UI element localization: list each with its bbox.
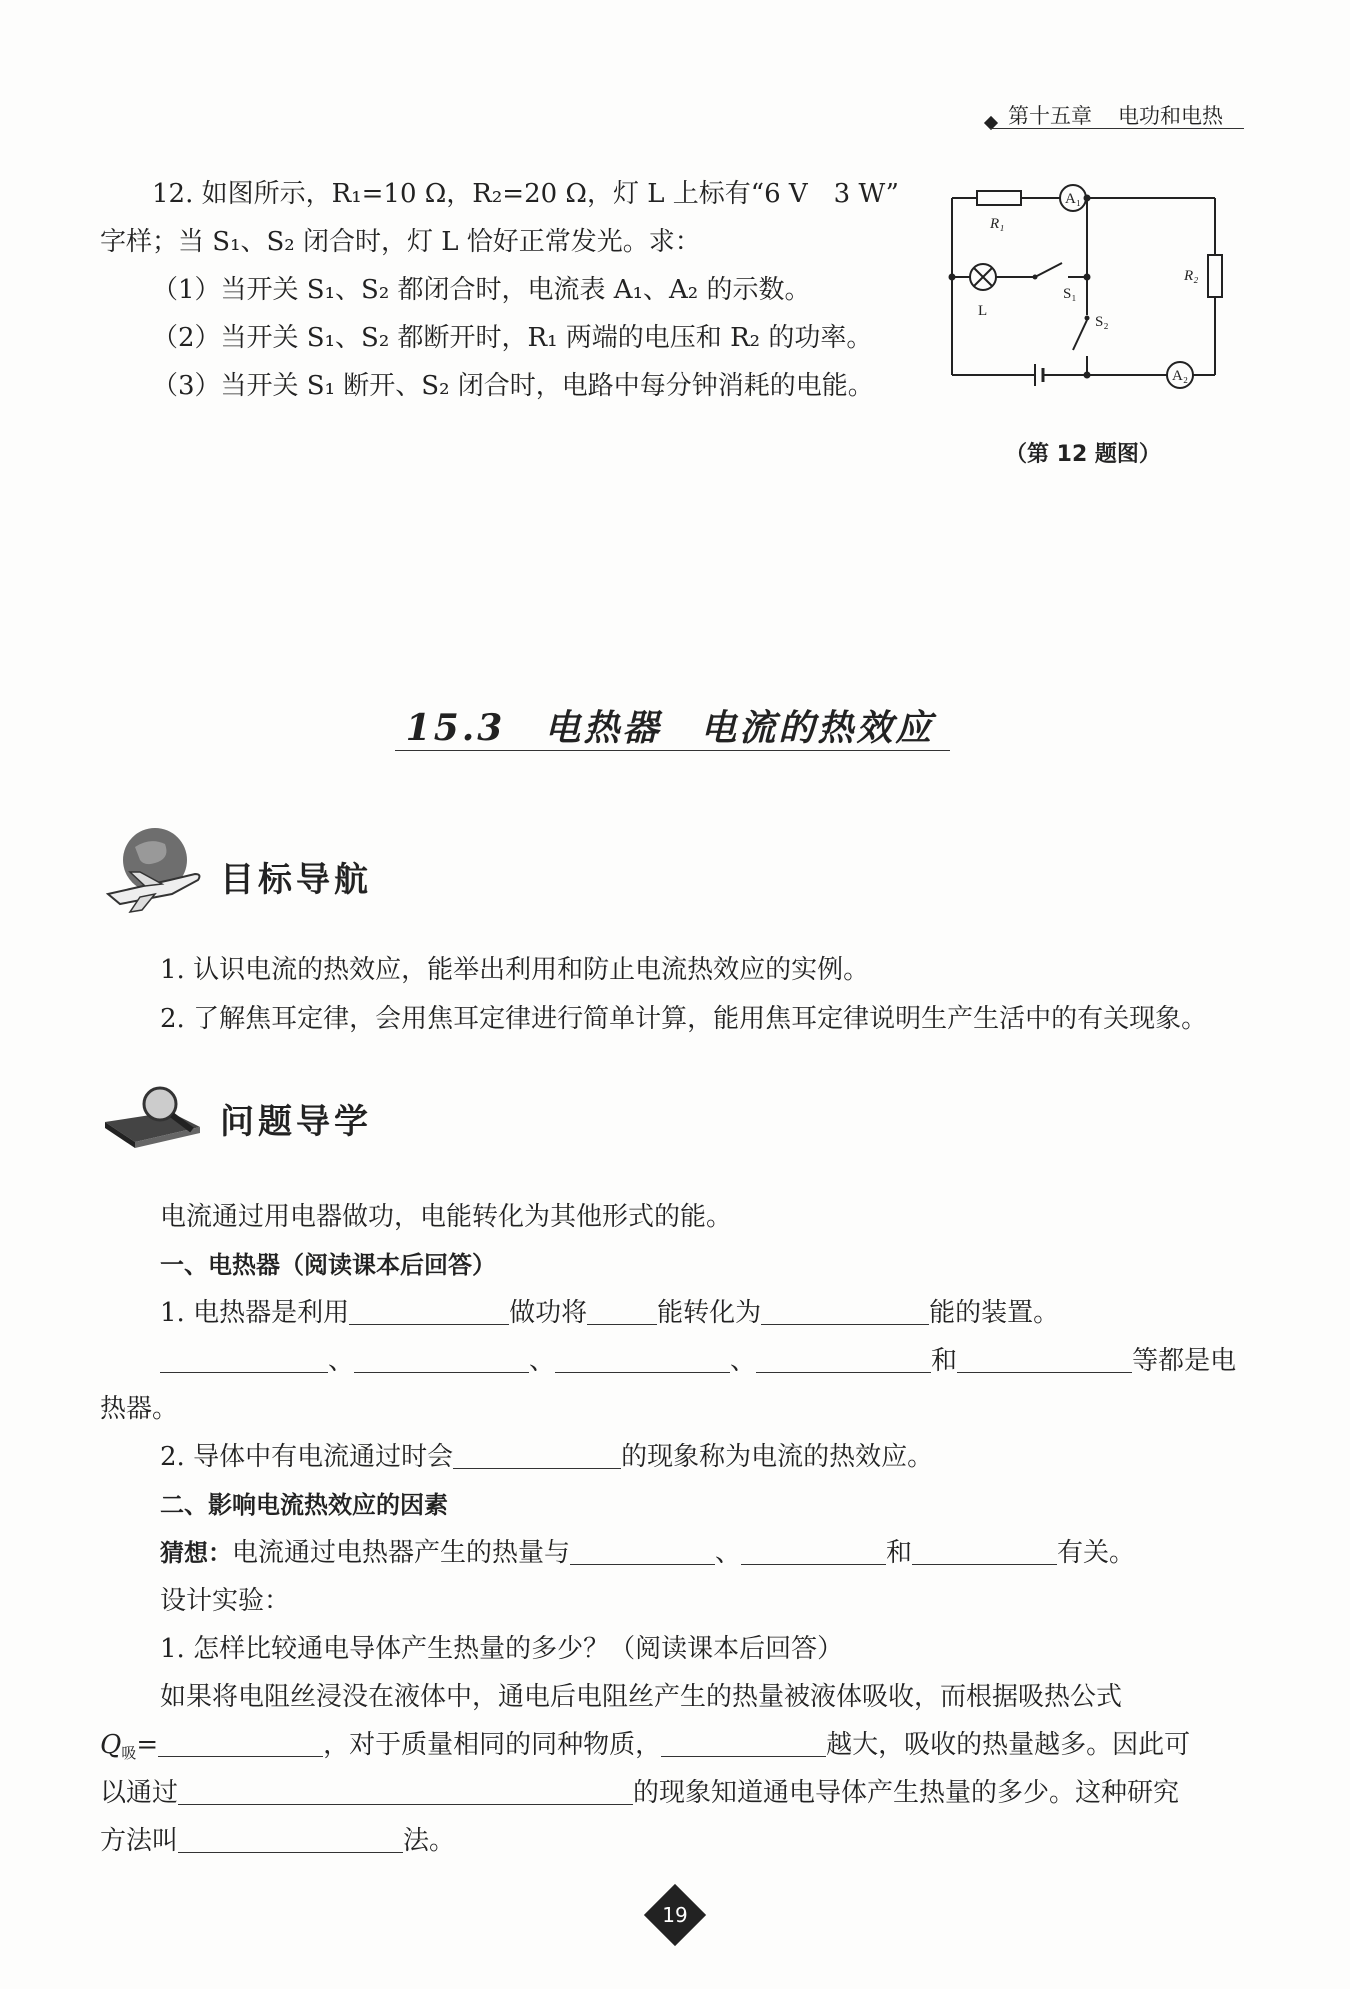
design-label: 设计实验： (160, 1586, 291, 1616)
para-text-b: ，对于质量相同的同种物质， (323, 1730, 662, 1760)
sep-3: 、 (730, 1346, 757, 1376)
blank-11[interactable] (741, 1538, 886, 1565)
p1-text-a: 1. 电热器是利用 (160, 1298, 350, 1328)
label-r2: R₂ (1184, 268, 1199, 284)
blank-4[interactable] (160, 1346, 328, 1373)
section-title (390, 700, 950, 751)
q12-line2: 字样；当 S₁、S₂ 闭合时，灯 L 恰好正常发光。求： (100, 227, 701, 257)
para-text-c: 越大，吸收的热量越多。因此可 (826, 1730, 1191, 1760)
guess-text-a: 电流通过电热器产生的热量与 (232, 1538, 571, 1568)
para-line4 (100, 1824, 455, 1858)
blank-14[interactable] (661, 1730, 826, 1757)
p1-text-b: 做功将 (509, 1298, 588, 1328)
blank-8[interactable] (957, 1346, 1132, 1373)
blank-6[interactable] (555, 1346, 730, 1373)
blank-16[interactable] (178, 1826, 403, 1853)
p1-text-f: 热器。 (100, 1394, 179, 1424)
part2-title: 二、影响电流热效应的因素 (160, 1491, 448, 1519)
blank-9[interactable] (453, 1442, 621, 1469)
para-text-e: 的现象知道通电导体产生热量的多少。这种研究 (633, 1778, 1180, 1808)
para-line2: $Q_吸=$ ，对于质量相同的同种物质， 越大，吸收的热量越多。因此可 (100, 1730, 1191, 1762)
q12-item3: （3）当开关 S₁ 断开、S₂ 闭合时，电路中每分钟消耗的电能。 (152, 371, 874, 401)
header-underline (990, 128, 1244, 129)
p2-line (160, 1440, 933, 1474)
section-title-text: 15.3 电热器 电流的热效应 (405, 707, 935, 749)
header-chapter: 第十五章 (1008, 104, 1092, 128)
blank-15[interactable] (178, 1778, 633, 1805)
intro-text: 电流通过用电器做功，电能转化为其他形式的能。 (160, 1202, 733, 1232)
blank-13[interactable] (158, 1730, 323, 1757)
para-text-g: 法。 (403, 1826, 456, 1856)
para-text-d: 以通过 (100, 1778, 179, 1808)
p2-text-a: 2. 导体中有电流通过时会 (160, 1442, 454, 1472)
nav-title: 目标导航 (220, 860, 372, 900)
para-line3 (100, 1776, 1179, 1810)
q12-item2: （2）当开关 S₁、S₂ 都断开时，R₁ 两端的电压和 R₂ 的功率。 (152, 323, 873, 353)
label-l: L (978, 303, 988, 319)
resistor-r1 (977, 191, 1021, 205)
airplane-globe-icon (100, 822, 205, 917)
blank-2[interactable] (587, 1298, 657, 1325)
he-2: 和 (886, 1538, 913, 1568)
blank-10[interactable] (570, 1538, 715, 1565)
q-symbol: Q (100, 1730, 122, 1760)
guess-end: 有关。 (1057, 1538, 1136, 1568)
p1-text-c: 能转化为 (657, 1298, 762, 1328)
page-header (990, 98, 1250, 132)
switch-s2 (1073, 320, 1087, 350)
q12-line1: 12. 如图所示，R₁=10 Ω，R₂=20 Ω，灯 L 上标有“6 V 3 W” (152, 179, 899, 209)
label-r1: R₁ (990, 216, 1005, 232)
guess-line (160, 1536, 1135, 1570)
resistor-r2 (1208, 255, 1222, 297)
q12-item1: （1）当开关 S₁、S₂ 都闭合时，电流表 A₁、A₂ 的示数。 (152, 275, 811, 305)
question-1: 1. 怎样比较通电导体产生热量的多少？（阅读课本后回答） (160, 1634, 844, 1664)
p1-text-e: 等都是电 (1132, 1346, 1237, 1376)
guide-title: 问题导学 (220, 1102, 372, 1142)
sep-2: 、 (529, 1346, 556, 1376)
sep-4: 、 (715, 1538, 742, 1568)
blank-12[interactable] (912, 1538, 1057, 1565)
blank-7[interactable] (756, 1346, 931, 1373)
header-chapter-title: 电功和电热 (1118, 104, 1223, 128)
p1-line2 (160, 1344, 1236, 1378)
part1-title: 一、电热器（阅读课本后回答） (160, 1251, 496, 1279)
label-s2: S₂ (1095, 314, 1109, 330)
section-title-underline (395, 750, 950, 751)
magnifier-book-icon (100, 1082, 205, 1152)
circuit-diagram (940, 170, 1240, 400)
switch-s1 (1035, 263, 1062, 277)
guess-label: 猜想： (160, 1539, 232, 1567)
sep-1: 、 (328, 1346, 355, 1376)
para-line1: 如果将电阻丝浸没在液体中，通电后电阻丝产生的热量被液体吸收，而根据吸热公式 (160, 1682, 1123, 1712)
figure-caption: （第 12 题图） (1005, 442, 1161, 467)
para-text-f: 方法叫 (100, 1826, 179, 1856)
q-subscript: 吸 (121, 1744, 137, 1762)
p2-text-b: 的现象称为电流的热效应。 (621, 1442, 934, 1472)
nav-item-1: 1. 认识电流的热效应，能举出利用和防止电流热效应的实例。 (160, 955, 870, 985)
label-a2: A₂ (1172, 368, 1189, 384)
blank-1[interactable] (349, 1298, 509, 1325)
blank-5[interactable] (354, 1346, 529, 1373)
page-number: 19 (662, 1903, 688, 1927)
p1-line1 (160, 1296, 1059, 1330)
label-a1: A₁ (1065, 191, 1082, 207)
label-s1: S₁ (1063, 286, 1077, 302)
p1-text-d: 能的装置。 (929, 1298, 1060, 1328)
he-1: 和 (931, 1346, 958, 1376)
blank-3[interactable] (761, 1298, 929, 1325)
nav-item-2: 2. 了解焦耳定律，会用焦耳定律进行简单计算，能用焦耳定律说明生产生活中的有关现象。 (160, 1004, 1208, 1034)
